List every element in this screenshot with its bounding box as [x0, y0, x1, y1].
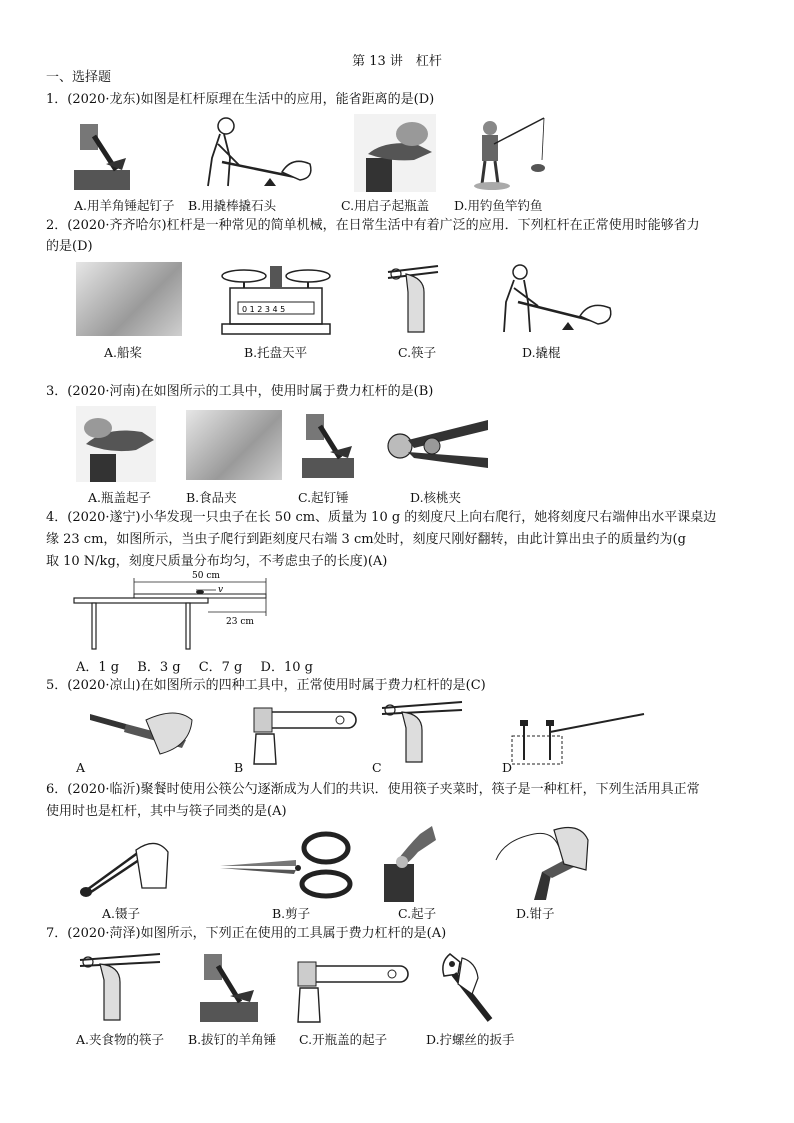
- insect-mark: [196, 590, 204, 594]
- pliers-image: [494, 820, 590, 904]
- q6-option-c-label: C.起子: [398, 906, 437, 921]
- q7-option-a-label: A.夹食物的筷子: [76, 1032, 165, 1047]
- scissors-image: [216, 826, 354, 900]
- q5-option-b-label: B: [234, 760, 244, 775]
- crowbar-image: [494, 262, 616, 336]
- q3-option-b-label: B.食品夹: [186, 490, 237, 505]
- question-7-text: 7．(2020·菏泽)如图所示，下列正在使用的工具属于费力杠杆的是(A): [46, 926, 447, 941]
- hammer-pulling-nail-image: [72, 114, 132, 192]
- chopsticks-food-image: [76, 950, 162, 1022]
- question-2-line-2: 的是(D): [46, 239, 93, 254]
- tweezers-image: [76, 830, 172, 900]
- fishing-rod-image: [470, 114, 550, 192]
- section-heading: 一、选择题: [46, 70, 112, 85]
- q3-option-d-label: D.核桃夹: [410, 490, 462, 505]
- question-4-line-2: 缘 23 cm，如图所示，当虫子爬行到距刻度尺右端 3 cm处时，刻度尺刚好翻转，由此计算出虫子的质量约为(g: [46, 532, 686, 547]
- crowbar-lifting-stone-image: [190, 114, 318, 192]
- dimension-23cm: 23 cm: [226, 617, 254, 627]
- balance-scale-image: [216, 262, 336, 336]
- claw-hammer-nail-image: [198, 950, 260, 1024]
- q4-options: [76, 656, 327, 675]
- claw-hammer-image: [300, 408, 356, 480]
- q2-option-d-label: D.撬棍: [522, 345, 561, 360]
- hammer-nail-board-image: [508, 710, 648, 766]
- velocity-label: v: [218, 585, 224, 595]
- dimension-50cm: 50 cm: [192, 571, 220, 581]
- q2-option-c-label: C.筷子: [398, 345, 437, 360]
- bottle-cap-opener-lever-image: [288, 956, 410, 1024]
- q7-option-b-label: B.拔钉的羊角锤: [188, 1032, 277, 1047]
- q4-option-d: D．10 g: [260, 660, 313, 675]
- rowing-paddles-image: [76, 262, 182, 336]
- bottle-opener-image: [354, 114, 436, 192]
- scale-ticks: 0 1 2 3 4 5: [242, 305, 286, 314]
- wrench-screw-image: [436, 948, 510, 1024]
- chopsticks-image: [384, 262, 442, 336]
- q3-option-c-label: C.起钉锤: [298, 490, 349, 505]
- opener-image: [378, 822, 458, 902]
- q3-option-a-label: A.瓶盖起子: [88, 490, 152, 505]
- q1-option-d-label: D.用钓鱼竿钓鱼: [454, 198, 543, 213]
- q7-option-d-label: D.拧螺丝的扳手: [426, 1032, 515, 1047]
- question-2-line-1: 2．(2020·齐齐哈尔)杠杆是一种常见的简单机械，在日常生活中有着广泛的应用．下列杠杆在正常使用时能够省力: [46, 218, 700, 233]
- question-6-line-1: 6．(2020·临沂)聚餐时使用公筷公勺逐渐成为人们的共识．使用筷子夹菜时，筷子是一种杠杆，下列生活用具正常: [46, 782, 700, 797]
- q4-option-c: C．7 g: [198, 660, 243, 675]
- pliers-in-hand-image: [86, 700, 194, 760]
- question-4-line-3: 取 10 N/kg，刻度尺质量分布均匀，不考虑虫子的长度)(A): [46, 554, 388, 569]
- question-6-line-2: 使用时也是杠杆，其中与筷子同类的是(A): [46, 804, 287, 819]
- bottle-opener-lever-image: [244, 704, 358, 766]
- question-1-text: 1．(2020·龙东)如图是杠杆原理在生活中的应用，能省距离的是(D): [46, 92, 435, 107]
- question-3-text: 3．(2020·河南)在如图所示的工具中，使用时属于费力杠杆的是(B): [46, 384, 434, 399]
- q4-option-a: A．1 g: [76, 660, 120, 675]
- q1-option-b-label: B.用撬棒撬石头: [188, 198, 277, 213]
- q6-option-b-label: B.剪子: [272, 906, 311, 921]
- bottle-cap-opener-image: [76, 406, 156, 482]
- q5-option-a-label: A: [76, 760, 86, 775]
- q6-option-d-label: D.钳子: [516, 906, 555, 921]
- q4-option-b: B．3 g: [137, 660, 181, 675]
- chopsticks-hand-image: [378, 698, 464, 764]
- question-4-line-1: 4．(2020·遂宁)小华发现一只虫子在长 50 cm、质量为 10 g 的刻度尺上向右爬行，她将刻度尺右端伸出水平课桌边: [46, 510, 717, 525]
- q2-option-b-label: B.托盘天平: [244, 345, 308, 360]
- food-tongs-image: [186, 410, 282, 480]
- nutcracker-image: [384, 412, 492, 480]
- q7-option-c-label: C.开瓶盖的起子: [299, 1032, 388, 1047]
- q6-option-a-label: A.镊子: [102, 906, 141, 921]
- q5-option-d-label: D: [502, 760, 513, 775]
- q1-option-c-label: C.用启子起瓶盖: [341, 198, 430, 213]
- question-5-text: 5．(2020·凉山)在如图所示的四种工具中，正常使用时属于费力杠杆的是(C): [46, 678, 486, 693]
- q2-option-a-label: A.船桨: [104, 345, 143, 360]
- page-title: 第 13 讲 杠杆: [352, 54, 442, 69]
- q5-option-c-label: C: [372, 760, 382, 775]
- ruler-on-desk-diagram: [72, 568, 284, 652]
- q1-option-a-label: A.用羊角锤起钉子: [74, 198, 175, 213]
